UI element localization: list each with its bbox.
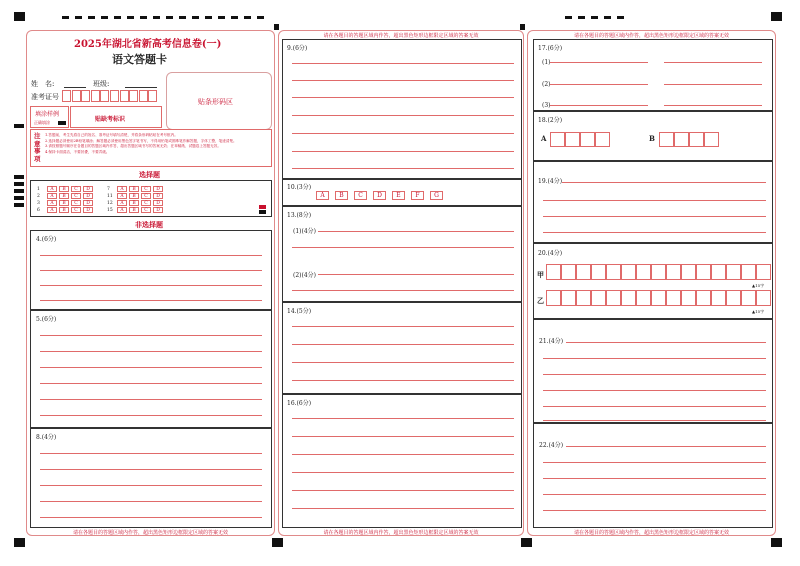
q13-box[interactable] [282, 206, 522, 302]
choice-option[interactable]: C [141, 200, 151, 206]
id-digit-box [148, 90, 157, 102]
answer-line [292, 63, 514, 64]
choice-option[interactable]: A [117, 193, 127, 199]
q20-cell [651, 290, 666, 306]
choice-option[interactable]: B [129, 207, 139, 213]
answer-line [318, 231, 514, 232]
answer-line [40, 351, 262, 352]
q21-box[interactable] [533, 319, 773, 423]
q18-b-label: B [649, 134, 655, 143]
notes-box [30, 129, 272, 167]
choice-option[interactable]: D [83, 186, 93, 192]
q10-option[interactable]: E [392, 191, 405, 200]
q13-part1-label: (1)(4分) [293, 228, 316, 235]
exam-title: 2025年湖北省新高考信息卷(一) [74, 39, 222, 50]
q20-cell [741, 290, 756, 306]
nonchoice-section-title: 非选择题 [135, 220, 163, 229]
q20-cell [621, 264, 636, 280]
answer-line [543, 232, 766, 233]
id-digit-box [100, 90, 109, 102]
warning-col3-top: 请在各题目的答题区域内作答，超出黑色矩形边框限定区域的答案无效 [573, 33, 729, 39]
note-item: 1.答题前，考生先将自己的姓名、准考证号填写清楚，并将条形码粘贴在考号框内。 [45, 133, 178, 137]
q20-cell [651, 264, 666, 280]
answer-line [292, 133, 514, 134]
q20-cell [726, 290, 741, 306]
answer-line [40, 255, 262, 256]
q10-option[interactable]: B [335, 191, 348, 200]
timing-dash [166, 16, 173, 19]
fill-sample-label: 填涂样例 [35, 111, 60, 118]
choice-option[interactable]: B [59, 186, 69, 192]
q22-label: 22.(4分) [539, 442, 564, 449]
q8-label: 8.(4分) [36, 434, 57, 441]
q10-option[interactable]: F [411, 191, 424, 200]
choice-row [37, 207, 95, 214]
answer-line [40, 383, 262, 384]
answer-line [40, 469, 262, 470]
q17-item-3: (3) [542, 102, 551, 109]
barcode-label: 贴条形码区 [198, 98, 233, 106]
answer-line [292, 151, 514, 152]
timing-dash [578, 16, 585, 19]
timing-dash [153, 16, 160, 19]
q18-a-cell [580, 132, 595, 147]
q9-box[interactable] [282, 39, 522, 179]
choice-number: 11 [107, 194, 113, 199]
choice-number: 12 [107, 201, 113, 206]
q20-cell [636, 264, 651, 280]
fill-sample-box [30, 106, 69, 128]
warning-col2-top: 请在各题目的答题区域内作答，超出黑色矩形边框限定区域的答案无效 [323, 33, 479, 39]
choice-option[interactable]: C [71, 186, 81, 192]
id-digit-box [81, 90, 90, 102]
q20-cell [606, 290, 621, 306]
choice-number: 2 [37, 194, 40, 199]
answer-line [292, 472, 514, 473]
timing-dash [617, 16, 624, 19]
answer-line [40, 501, 262, 502]
warning-col3-bottom: 请在各题目的答题区域内作答，超出黑色矩形边框限定区域的答案无效 [573, 530, 729, 536]
correct-fill-mark [58, 121, 66, 125]
q10-box [282, 179, 522, 206]
answer-line [543, 462, 766, 463]
choice-option[interactable]: C [141, 207, 151, 213]
timing-dash [244, 16, 251, 19]
answer-line [550, 105, 648, 106]
id-digit-box [139, 90, 148, 102]
q10-option[interactable]: C [354, 191, 367, 200]
q20-cell [741, 264, 756, 280]
id-digit-box [62, 90, 71, 102]
answer-line [664, 62, 762, 63]
name-label: 姓 名: [31, 80, 55, 88]
timing-dash [101, 16, 108, 19]
q8-box[interactable] [30, 428, 272, 528]
choice-option[interactable]: B [129, 200, 139, 206]
timing-dash [75, 16, 82, 19]
q22-box[interactable] [533, 423, 773, 528]
choice-number: 6 [37, 208, 40, 213]
warning-col1-bottom: 请在各题目的答题区域内作答，超出黑色矩形边框限定区域的答案无效 [72, 530, 228, 536]
q20-cell [606, 264, 621, 280]
answer-line [543, 494, 766, 495]
q20-cell [726, 264, 741, 280]
choice-row [37, 200, 95, 207]
timing-dash [604, 16, 611, 19]
note-item: 4.保持卡面清洁，不要折叠，不要弄破。 [45, 149, 110, 154]
choice-row [37, 186, 95, 193]
choice-option[interactable]: B [129, 193, 139, 199]
answer-line [292, 97, 514, 98]
q10-label: 10.(3分) [287, 184, 312, 191]
notes-heading: 注意事项 [34, 132, 41, 163]
q20-cell [696, 264, 711, 280]
choice-number: 3 [37, 201, 40, 206]
q5-label: 5.(6分) [36, 316, 57, 323]
q20-cell [666, 290, 681, 306]
q16-label: 16.(6分) [287, 400, 312, 407]
choice-option[interactable]: C [71, 200, 81, 206]
q13-part2-label: (2)(4分) [293, 272, 316, 279]
answer-line [292, 168, 514, 169]
timing-dash [127, 16, 134, 19]
timing-dash [591, 16, 598, 19]
choice-mark-2 [259, 210, 266, 214]
q20-jia-label: 甲 [537, 270, 544, 279]
answer-line [543, 510, 766, 511]
correct-fill-label: 正确填涂 [34, 120, 50, 125]
timing-dash [218, 16, 225, 19]
choice-option[interactable]: D [153, 200, 163, 206]
timing-dash [62, 16, 69, 19]
choice-option[interactable]: D [83, 200, 93, 206]
answer-line [543, 200, 766, 201]
notes-list [45, 133, 270, 155]
answer-line [40, 335, 262, 336]
answer-line [550, 84, 648, 85]
q20-cell [756, 264, 771, 280]
answer-line [543, 390, 766, 391]
choice-option[interactable]: A [117, 200, 127, 206]
choice-option[interactable]: D [83, 207, 93, 213]
answer-line [292, 508, 514, 509]
q21-label: 21.(4分) [539, 338, 564, 345]
q18-b-cell [659, 132, 674, 147]
choice-row [107, 200, 165, 207]
answer-line [543, 216, 766, 217]
choice-grid [37, 186, 237, 216]
q10-option[interactable]: G [430, 191, 443, 200]
id-digit-box [72, 90, 81, 102]
q20-cell [576, 264, 591, 280]
q10-option[interactable]: D [373, 191, 386, 200]
choice-option[interactable]: C [71, 193, 81, 199]
choice-box [30, 180, 272, 217]
q20-cell [696, 290, 711, 306]
timing-dash [205, 16, 212, 19]
id-label: 准考证号 [31, 93, 59, 101]
q18-a-label: A [541, 134, 547, 143]
id-digit-box [110, 90, 119, 102]
q20-cell [591, 264, 606, 280]
q20-box[interactable] [533, 243, 773, 319]
choice-section-title: 选择题 [139, 170, 160, 179]
id-digit-box [120, 90, 129, 102]
q10-option[interactable]: A [316, 191, 329, 200]
choice-option[interactable]: D [153, 186, 163, 192]
q20-cell [681, 290, 696, 306]
id-digit-box [129, 90, 138, 102]
choice-option[interactable]: D [153, 207, 163, 213]
q20-cell [546, 264, 561, 280]
choice-option[interactable]: A [47, 193, 57, 199]
q20-cell [756, 290, 771, 306]
id-digit-box [91, 90, 100, 102]
choice-option[interactable]: C [71, 207, 81, 213]
q20-cell [561, 290, 576, 306]
note-item: 3.请按照题号顺序在各题目的答题区域内作答，超出答题区域书写的答案无效；在草稿纸、试题卷上答题无效。 [45, 144, 221, 149]
answer-line [292, 490, 514, 491]
q20-cell [591, 290, 606, 306]
q18-b-cell [674, 132, 689, 147]
q20-cell [711, 264, 726, 280]
choice-option[interactable]: A [47, 200, 57, 206]
choice-option[interactable]: C [141, 186, 151, 192]
answer-line [292, 380, 514, 381]
choice-row [107, 207, 165, 214]
q20-jia-count: ▲15字 [752, 283, 765, 288]
answer-line [40, 517, 262, 518]
q20-cell [576, 290, 591, 306]
choice-option[interactable]: C [141, 193, 151, 199]
q19-box[interactable] [533, 161, 773, 243]
answer-line [566, 342, 766, 343]
answer-line [543, 406, 766, 407]
answer-line [40, 399, 262, 400]
q20-cell [561, 264, 576, 280]
q18-a-cell [565, 132, 580, 147]
q18-b-cell [704, 132, 719, 147]
choice-option[interactable]: A [117, 186, 127, 192]
choice-row [107, 186, 165, 193]
timing-dash [114, 16, 121, 19]
q20-label: 20.(4分) [538, 250, 563, 257]
q18-box[interactable] [533, 111, 773, 161]
choice-row [107, 193, 165, 200]
answer-line [292, 290, 514, 291]
q20-yi-label: 乙 [537, 296, 544, 305]
answer-line [664, 84, 762, 85]
answer-line [292, 344, 514, 345]
q18-label: 18.(2分) [538, 117, 563, 124]
answer-line [566, 446, 766, 447]
q20-cell [681, 264, 696, 280]
q9-label: 9.(6分) [287, 45, 308, 52]
choice-number: 1 [37, 187, 40, 192]
answer-line [40, 285, 262, 286]
q18-b-cell [689, 132, 704, 147]
answer-line [543, 478, 766, 479]
timing-dash [192, 16, 199, 19]
absent-box[interactable] [70, 106, 162, 128]
q13-label: 13.(8分) [287, 212, 312, 219]
answer-line [562, 182, 766, 183]
q20-cell [546, 290, 561, 306]
answer-line [543, 420, 766, 421]
q17-item-1: (1) [542, 59, 551, 66]
choice-option[interactable]: A [117, 207, 127, 213]
q5-box[interactable] [30, 310, 272, 428]
answer-line [292, 80, 514, 81]
q19-label: 19.(4分) [538, 178, 563, 185]
choice-option[interactable]: A [47, 186, 57, 192]
answer-line [292, 436, 514, 437]
class-line [125, 87, 157, 88]
choice-mark-1 [259, 205, 266, 209]
q17-label: 17.(6分) [538, 45, 563, 52]
answer-line [40, 415, 262, 416]
timing-dash [179, 16, 186, 19]
note-item: 2.选择题必须使用2B铅笔填涂；解答题必须使用黑色签字笔书写，不得用铅笔或圆珠笔作解答题，字体工整，笔迹清楚。 [45, 138, 237, 143]
class-label: 班级: [93, 80, 110, 88]
q18-a-cell [550, 132, 565, 147]
answer-line [292, 247, 514, 248]
timing-dash [231, 16, 238, 19]
answer-line [40, 300, 262, 301]
answer-line [292, 362, 514, 363]
q20-cell [711, 290, 726, 306]
answer-line [40, 270, 262, 271]
choice-option[interactable]: B [59, 207, 69, 213]
answer-line [292, 454, 514, 455]
warning-col2-bottom: 请在各题目的答题区域内作答，超出黑色矩形边框限定区域的答案无效 [323, 530, 479, 536]
q17-box[interactable] [533, 39, 773, 111]
q20-cell [666, 264, 681, 280]
choice-option[interactable]: D [83, 193, 93, 199]
choice-number: 15 [107, 208, 113, 213]
answer-line [40, 367, 262, 368]
timing-dash [565, 16, 572, 19]
q17-item-2: (2) [542, 81, 551, 88]
q20-yi-count: ▲15字 [752, 309, 765, 314]
choice-option[interactable]: B [129, 186, 139, 192]
card-title: 语文答题卡 [112, 53, 167, 66]
q18-a-cell [595, 132, 610, 147]
choice-option[interactable]: A [47, 207, 57, 213]
barcode-area [166, 72, 272, 130]
q20-cell [621, 290, 636, 306]
answer-line [292, 326, 514, 327]
absent-label: 贴缺考标识 [95, 116, 126, 123]
choice-row [37, 193, 95, 200]
q20-cell [636, 290, 651, 306]
answer-line [318, 274, 514, 275]
q4-label: 4.(6分) [36, 236, 57, 243]
answer-line [664, 105, 762, 106]
timing-dash [257, 16, 264, 19]
timing-dash [88, 16, 95, 19]
timing-dash [140, 16, 147, 19]
choice-option[interactable]: B [59, 200, 69, 206]
choice-option[interactable]: D [153, 193, 163, 199]
choice-number: 7 [107, 187, 110, 192]
answer-line [40, 485, 262, 486]
answer-line [40, 453, 262, 454]
answer-line [543, 374, 766, 375]
answer-line [543, 358, 766, 359]
answer-line [550, 62, 648, 63]
q14-label: 14.(5分) [287, 308, 312, 315]
answer-line [292, 115, 514, 116]
name-line [64, 87, 86, 88]
answer-line [292, 418, 514, 419]
choice-option[interactable]: B [59, 193, 69, 199]
